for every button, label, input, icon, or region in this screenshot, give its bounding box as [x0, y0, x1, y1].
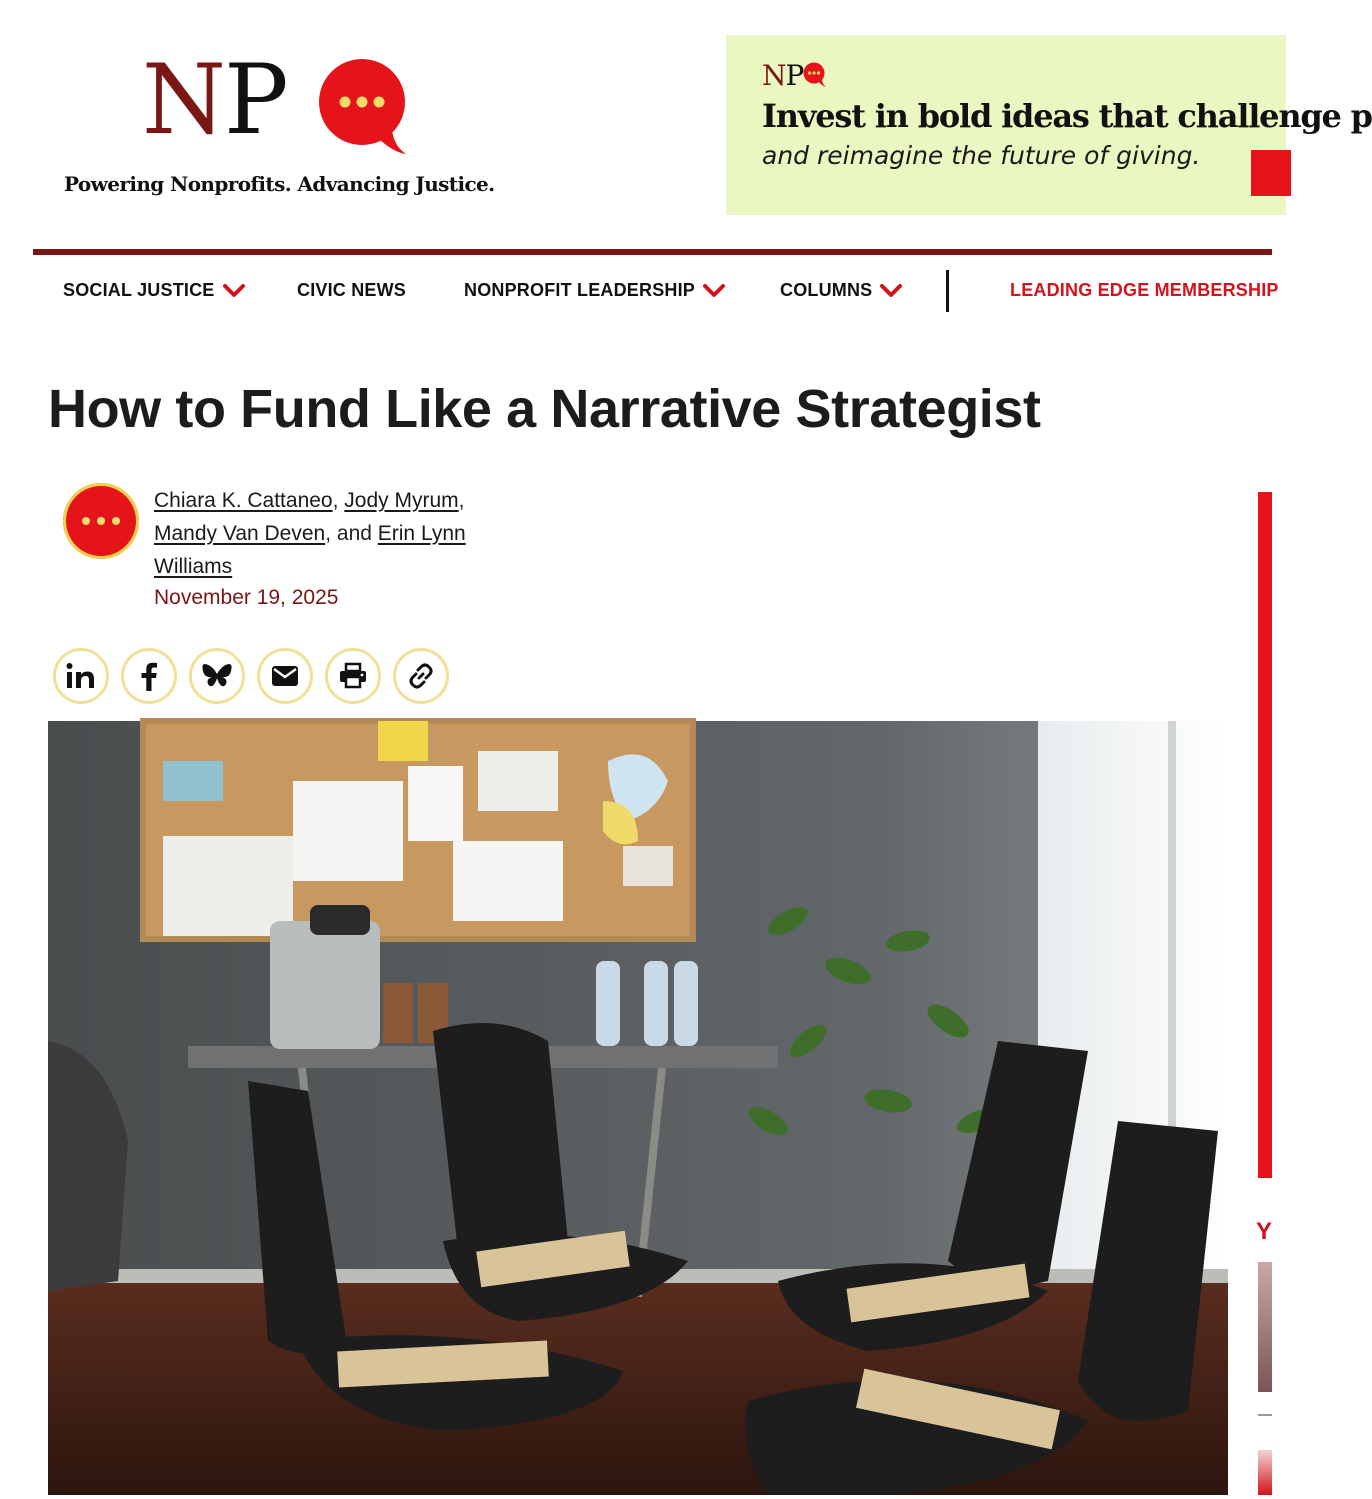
site-tagline: Powering Nonprofits. Advancing Justice.	[64, 172, 495, 196]
nav-item-label: NONPROFIT LEADERSHIP	[464, 280, 696, 300]
publish-date: November 19, 2025	[154, 586, 339, 609]
share-email-button[interactable]	[257, 648, 313, 704]
ad-headline: Invest in bold ideas that challenge p	[762, 97, 1372, 135]
author-link[interactable]: Chiara K. Cattaneo	[154, 489, 333, 512]
chevron-down-icon	[223, 284, 245, 298]
share-linkedin-button[interactable]	[53, 648, 109, 704]
logo-wordmark: NP	[142, 44, 287, 156]
nav-item-columns[interactable]	[780, 280, 902, 301]
ad-cta-button[interactable]	[1251, 150, 1291, 196]
chevron-down-icon	[703, 284, 725, 298]
nav-item-label: SOCIAL JUSTICE	[63, 280, 215, 300]
nav-item-civic-news[interactable]	[297, 280, 406, 301]
author-avatar	[63, 483, 139, 559]
sidebar-divider	[1258, 1414, 1272, 1416]
print-icon	[339, 663, 367, 689]
author-link[interactable]: Mandy Van Deven	[154, 522, 326, 545]
site-logo[interactable]	[62, 44, 502, 210]
sidebar-ad[interactable]	[1258, 492, 1272, 1178]
speech-bubble-icon	[318, 58, 410, 158]
share-facebook-button[interactable]	[121, 648, 177, 704]
author-link[interactable]: Erin Lynn Williams	[154, 522, 466, 578]
article-title: How to Fund Like a Narrative Strategist	[48, 379, 1041, 439]
ad-logo: NP	[762, 59, 827, 93]
byline: Chiara K. Cattaneo, Jody Myrum, Mandy Van Deven, and Erin Lynn Williams	[154, 489, 466, 578]
copy-link-icon	[406, 661, 436, 691]
sidebar-thumbnail[interactable]	[1258, 1262, 1272, 1392]
speech-bubble-icon	[803, 62, 827, 88]
share-print-button[interactable]	[325, 648, 381, 704]
main-nav	[0, 260, 1279, 322]
linkedin-icon	[65, 662, 97, 690]
nav-item-social-justice[interactable]	[63, 280, 245, 301]
hero-image	[48, 721, 1228, 1495]
facebook-icon	[140, 661, 158, 691]
hero-photo-illustration	[48, 721, 1228, 1495]
email-icon	[271, 665, 299, 687]
nav-item-nonprofit-leadership[interactable]	[464, 280, 725, 301]
ad-subline: and reimagine the future of giving.	[762, 141, 1201, 170]
nav-item-label: LEADING EDGE MEMBERSHIP	[1010, 280, 1279, 300]
sidebar-heading: Y	[1256, 1218, 1273, 1245]
share-bar	[53, 648, 449, 704]
nav-item-label: CIVIC NEWS	[297, 280, 407, 300]
share-bluesky-button[interactable]	[189, 648, 245, 704]
nav-divider	[946, 270, 949, 312]
share-copy-link-button[interactable]	[393, 648, 449, 704]
header-divider	[33, 249, 1272, 255]
nav-item-label: COLUMNS	[780, 280, 873, 300]
ad-banner[interactable]	[726, 35, 1372, 215]
bluesky-icon	[202, 663, 232, 689]
chevron-down-icon	[880, 284, 902, 298]
sidebar-thumbnail[interactable]	[1258, 1450, 1272, 1495]
author-link[interactable]: Jody Myrum	[344, 489, 459, 512]
nav-item-leading-edge-membership[interactable]	[1010, 280, 1279, 301]
